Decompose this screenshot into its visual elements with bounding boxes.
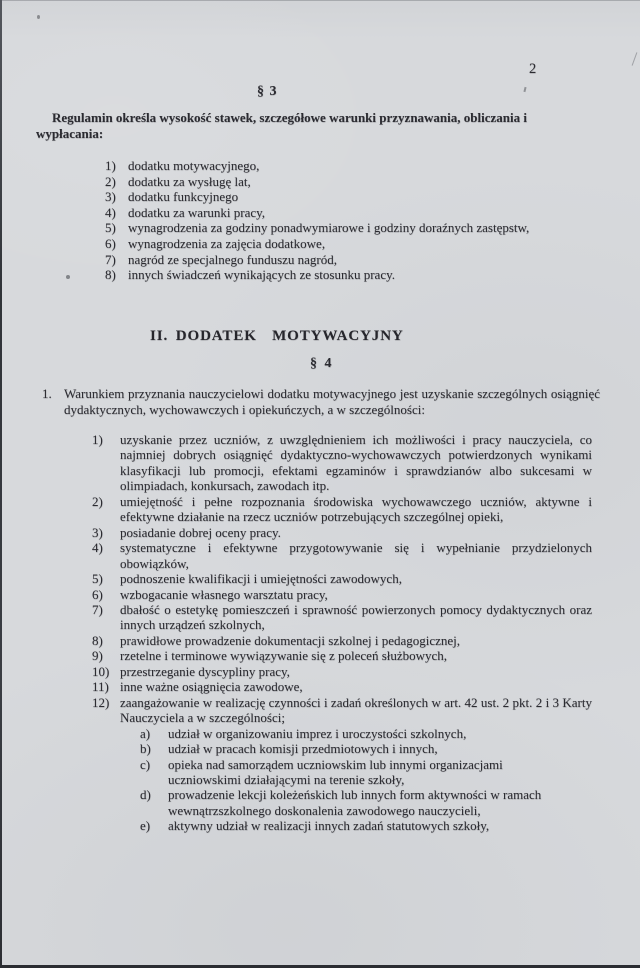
sublist-item-text: aktywny udział w realizacji innych zadań statutowych szkoły, xyxy=(168,818,490,834)
list-item-marker: 1) xyxy=(105,158,116,173)
list-item-marker: 2) xyxy=(105,173,116,189)
list-item-marker: 3) xyxy=(92,524,103,540)
list-item-marker: 8) xyxy=(92,632,103,648)
list-item-marker: 5) xyxy=(105,220,116,236)
clause-text: Warunkiem przyznania nauczycielowi dodatku motywacyjnego jest uzyskanie szczególnych osiągnięć dydaktycznych, wychowawczych i opiekuńczych, a w szczególności: xyxy=(64,386,600,417)
list-item xyxy=(92,525,592,540)
list-item xyxy=(105,236,529,252)
list-item-text: posiadanie dobrej oceny pracy. xyxy=(120,524,281,540)
list-item-marker: 6) xyxy=(105,235,116,251)
list-item xyxy=(92,540,592,571)
scan-artifact xyxy=(632,52,638,65)
sublist-item-text: udział w pracach komisji przedmiotowych i innych, xyxy=(168,741,438,757)
list-item-text: wzbogacanie własnego warsztatu pracy, xyxy=(120,586,328,602)
list-item-text: podnoszenie kwalifikacji i umiejętności zawodowych, xyxy=(120,571,402,587)
list-item-marker: 2) xyxy=(92,493,103,509)
section-3-intro-paragraph: Regulamin określa wysokość stawek, szczegółowe warunki przyznawania, obliczania i wypłacania: xyxy=(36,110,527,141)
list-item-text: dbałość o estetykę pomieszczeń i sprawność powierzonych pomocy dydaktycznych oraz innych urządzeń szkolnych, xyxy=(120,601,592,633)
section-4-list xyxy=(92,432,592,834)
clause-marker: 1. xyxy=(42,386,52,401)
list-item-text: wynagrodzenia za zajęcia dodatkowe, xyxy=(128,235,326,251)
sublist-item xyxy=(140,726,592,741)
list-item xyxy=(92,571,592,586)
list-item-text: dodatku funkcyjnego xyxy=(128,189,239,205)
list-item-text: nagród ze specjalnego funduszu nagród, xyxy=(128,251,338,267)
list-item xyxy=(105,189,529,205)
list-item xyxy=(105,252,529,268)
scan-artifact xyxy=(523,87,526,92)
list-item-marker: 4) xyxy=(105,204,116,220)
sublist-item-text: prowadzenie lekcji koleżeńskich lub innych form aktywności w ramach wewnątrzszkolnego doskonalenia zawodowego nauczycieli, xyxy=(168,787,542,818)
list-item-text: dodatku za wysługę lat, xyxy=(128,173,251,189)
list-item xyxy=(92,648,592,663)
list-item-marker: 1) xyxy=(92,432,103,447)
list-item-marker: 8) xyxy=(105,267,116,283)
sublist-item-marker: d) xyxy=(140,787,151,803)
list-item-text: wynagrodzenia za godziny ponadwymiarowe i godziny doraźnych zastępstw, xyxy=(128,220,530,236)
list-item xyxy=(105,267,529,283)
list-item-marker: 12) xyxy=(92,694,110,710)
list-item-marker: 5) xyxy=(92,571,103,587)
list-item-text: uzyskanie przez uczniów, z uwzględnieniem ich możliwości i pracy nauczyciela, co najmniej dobrych osiągnięć dydaktyczno-wychowawczych potwierdzonych wynikami klasyfikacji lub promocji, efektami egzaminów i sprawdzianów albo sukcesami w olimpiadach, konkursach, zawodach itp. xyxy=(120,432,592,494)
list-item-marker: 6) xyxy=(92,586,103,602)
chapter-heading: II. DODATEK MOTYWACYJNY xyxy=(150,328,404,344)
list-item xyxy=(92,432,592,494)
list-item-marker: 10) xyxy=(92,663,110,679)
section-3-heading: § 3 xyxy=(257,84,277,99)
list-item-text: umiejętność i pełne rozpoznania środowiska wychowawczego uczniów, aktywne i efektywne działanie na rzecz uczniów potrzebujących szczególnej opieki, xyxy=(120,493,592,525)
list-item xyxy=(105,220,529,236)
list-item-marker: 7) xyxy=(92,601,103,617)
list-item xyxy=(92,679,592,694)
list-item-text: zaangażowanie w realizację czynności i zadań określonych w art. 42 ust. 2 pkt. 2 i 3 Karty Nauczyciela a w szczególności; xyxy=(120,694,592,726)
sublist-item-marker: e) xyxy=(140,818,151,834)
sublist-item xyxy=(140,757,592,788)
list-item-marker: 9) xyxy=(92,648,103,664)
sublist-item xyxy=(140,741,592,756)
list-item xyxy=(92,602,592,633)
list-item xyxy=(105,205,529,221)
list-item-text: rzetelne i terminowe wywiązywanie się z poleceń służbowych, xyxy=(120,648,448,664)
list-item xyxy=(92,587,592,602)
scan-speck xyxy=(66,275,70,279)
section-4-heading: § 4 xyxy=(310,356,332,371)
list-item-text: innych świadczeń wynikających ze stosunku pracy. xyxy=(128,267,396,283)
list-item xyxy=(105,158,529,174)
list-item-text: prawidłowe prowadzenie dokumentacji szkolnej i pedagogicznej, xyxy=(120,632,461,648)
list-item-text: systematyczne i efektywne przygotowywanie się i wypełnianie przydzielonych obowiązków, xyxy=(120,540,592,571)
list-item xyxy=(92,494,592,525)
list-item xyxy=(92,695,592,726)
list-item-marker: 11) xyxy=(92,679,109,695)
sublist-item-text: opieka nad samorządem uczniowskim lub innymi organizacjami uczniowskimi działającymi na terenie szkoły, xyxy=(168,756,503,787)
list-item xyxy=(105,174,529,190)
list-item-marker: 4) xyxy=(92,540,103,556)
list-item-text: inne ważne osiągnięcia zawodowe, xyxy=(120,679,303,695)
list-item xyxy=(92,664,592,679)
list-item xyxy=(92,633,592,648)
scan-edge-left xyxy=(0,0,2,968)
scan-speck xyxy=(37,15,40,19)
list-item-marker: 3) xyxy=(105,189,116,205)
page-number: 2 xyxy=(529,61,537,77)
list-item-marker: 7) xyxy=(105,251,116,267)
section-3-list xyxy=(105,158,529,283)
sublist-item-text: udział w organizowaniu imprez i uroczystości szkolnych, xyxy=(168,725,467,741)
list-item-text: dodatku za warunki pracy, xyxy=(128,204,266,220)
section-4-sublist xyxy=(140,726,592,834)
list-item-text: przestrzeganie dyscypliny pracy, xyxy=(120,663,290,679)
sublist-item xyxy=(140,787,592,818)
sublist-item xyxy=(140,818,592,833)
sublist-item-marker: b) xyxy=(140,741,151,757)
section-4-clause-1 xyxy=(42,386,602,418)
sublist-item-marker: c) xyxy=(140,756,151,772)
list-item-text: dodatku motywacyjnego, xyxy=(128,158,260,173)
sublist-item-marker: a) xyxy=(140,725,151,741)
scan-edge-top xyxy=(0,0,640,1)
